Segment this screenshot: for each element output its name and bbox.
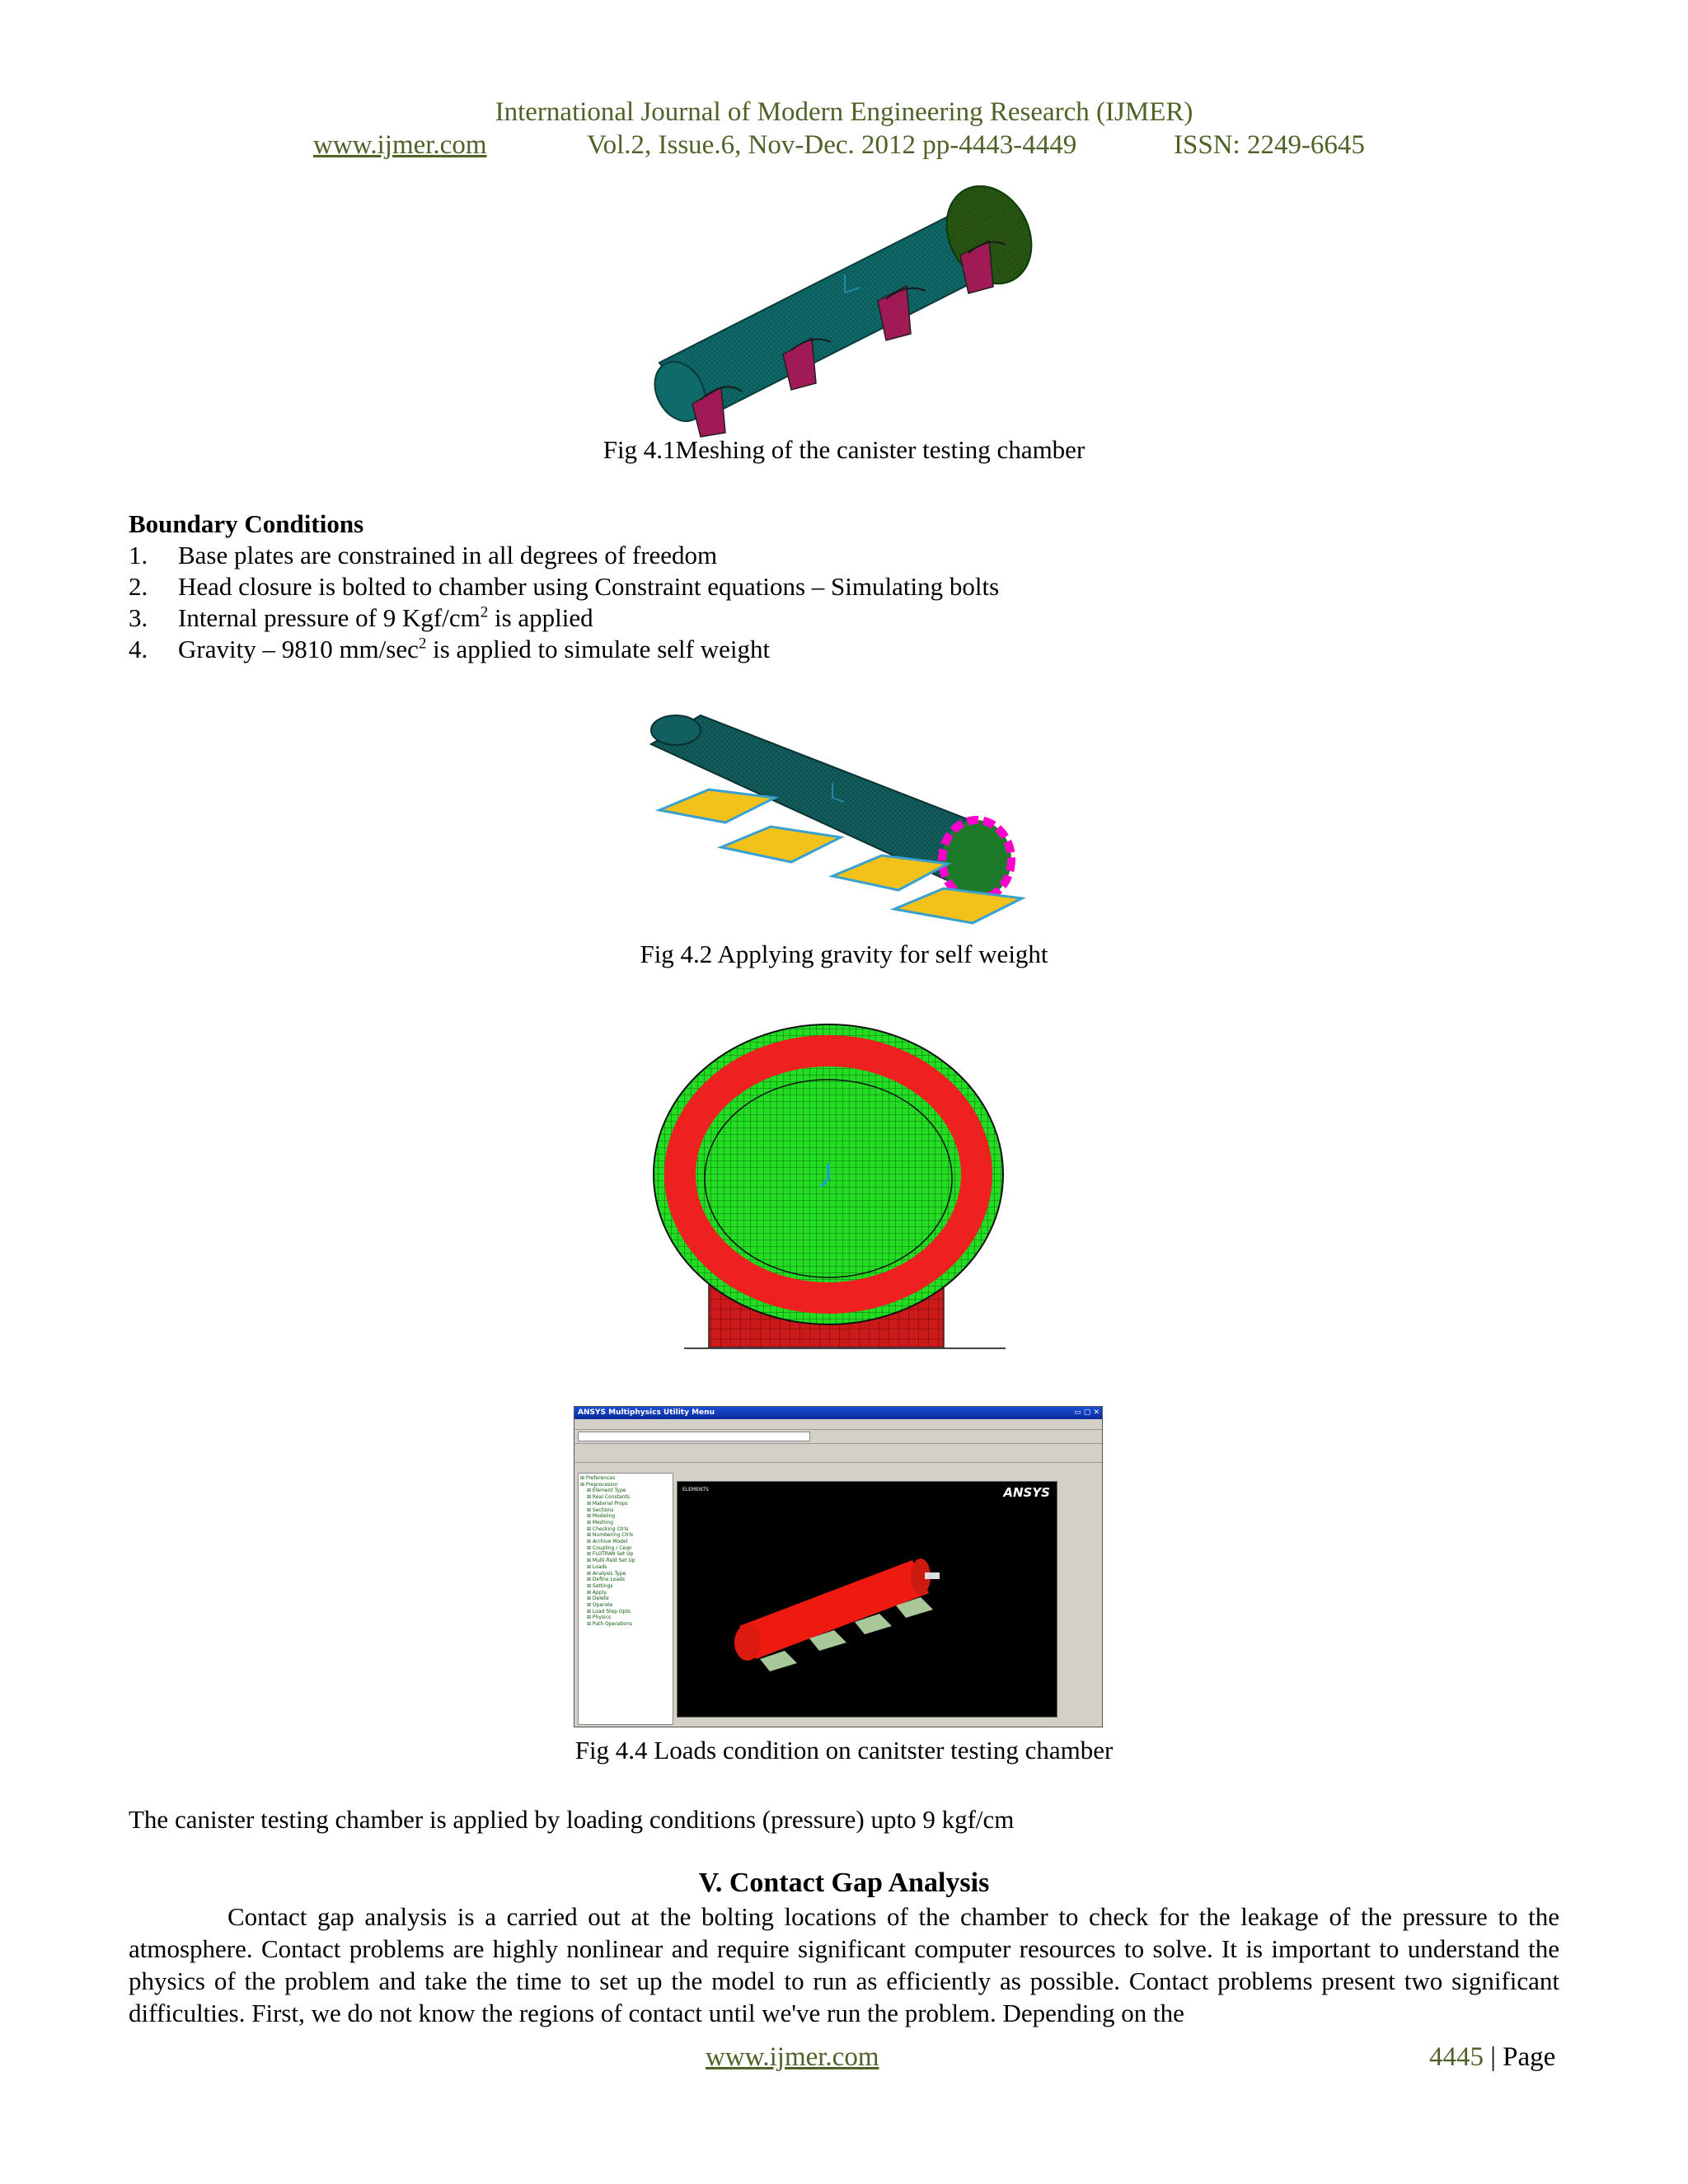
ansys-menu-item[interactable]: ⊞ Operate: [587, 1602, 613, 1609]
contact-gap-paragraph: Contact gap analysis is a carried out at the bolting locations of the chamber to check for the leakage of the pressure to the atmosphere. Contact problems are highly nonlinear and require significant computer resources to solve. It is important to understand the physics of the problem and take the time to set up the model to run as efficiently as possible. Contact problems present two significant difficulties. First, we do not know the regions of contact until we've run the problem. Depending on the: [129, 1902, 1559, 2027]
ansys-menu-item[interactable]: ⊞ Sections: [587, 1507, 614, 1513]
ansys-menu-item[interactable]: ⊞ Real Constants: [587, 1494, 630, 1501]
loading-sentence: The canister testing chamber is applied by loading conditions (pressure) upto 9 kgf/cm: [129, 1805, 1015, 1834]
ansys-logo: ANSYS: [1003, 1485, 1050, 1500]
ansys-menu-item[interactable]: ⊞ Physics: [587, 1615, 612, 1621]
ansys-menu-item[interactable]: ⊞ Numbering Ctrls: [587, 1532, 634, 1539]
ansys-graphics-window: ELEMENTS ANSYS: [677, 1481, 1057, 1718]
section-heading: V. Contact Gap Analysis: [698, 1868, 990, 1898]
ansys-menu-item[interactable]: ⊞ Path Operations: [587, 1621, 633, 1628]
footer-site-link[interactable]: www.ijmer.com: [706, 2042, 879, 2072]
fig43-head-closure-image: [651, 1022, 1006, 1360]
ansys-menu-item[interactable]: ⊞ Loads: [587, 1563, 607, 1570]
ansys-menu-item[interactable]: ⊞ Analysis Type: [587, 1570, 626, 1577]
header-meta: [0, 130, 1688, 163]
ansys-model-render: [678, 1482, 1057, 1717]
ansys-menu-item[interactable]: ⊞ Apply: [587, 1589, 607, 1596]
header-site-link[interactable]: www.ijmer.com: [313, 130, 487, 160]
fig41-caption: Fig 4.1Meshing of the canister testing chamber: [603, 435, 1085, 464]
ansys-menu-item[interactable]: ⊞ Element Type: [587, 1488, 626, 1494]
ansys-menu-item[interactable]: ⊞ Archive Model: [587, 1539, 628, 1545]
ansys-menu-item[interactable]: ⊞ Material Props: [587, 1500, 628, 1507]
fig41-mesh-image: [643, 185, 1055, 441]
ansys-menu-item[interactable]: ⊞ Modeling: [587, 1513, 616, 1520]
ansys-menu-item[interactable]: ⊞ Preferences: [580, 1475, 616, 1481]
ansys-toolbar: [574, 1430, 1102, 1444]
journal-title: International Journal of Modern Engineering Research (IJMER): [495, 97, 1193, 127]
fig42-caption: Fig 4.2 Applying gravity for self weight: [640, 940, 1048, 968]
footer-page-number: 4445 | Page: [1429, 2042, 1556, 2072]
ansys-menu-item[interactable]: ⊞ Coupling / Ceqn: [587, 1544, 632, 1551]
ansys-toolbar-2: [574, 1444, 1102, 1463]
ansys-menu-item[interactable]: ⊞ FLOTRAN Set Up: [587, 1551, 634, 1558]
ansys-menu-item[interactable]: ⊞ Multi-field Set Up: [587, 1558, 635, 1564]
ansys-menu-item[interactable]: ⊞ Settings: [587, 1582, 613, 1589]
ansys-menu-item[interactable]: ⊞ Preprocessor: [580, 1481, 618, 1488]
ansys-menu-bar: [574, 1419, 1102, 1430]
ansys-menu-item[interactable]: ⊞ Define Loads: [587, 1577, 625, 1583]
ansys-menu-item[interactable]: ⊞ Meshing: [587, 1519, 614, 1526]
ansys-side-toolbar: [1061, 1473, 1099, 1720]
window-controls: ▭ ▢ ✕: [1074, 1408, 1100, 1417]
header-volume: Vol.2, Issue.6, Nov-Dec. 2012 pp-4443-4449: [587, 130, 1077, 160]
ansys-menu-item[interactable]: ⊞ Delete: [587, 1596, 609, 1602]
ansys-title-bar: ANSYS Multiphysics Utility Menu ▭ ▢ ✕: [574, 1407, 1102, 1419]
fig44-ansys-window: [574, 1406, 1103, 1727]
ansys-main-menu: [578, 1473, 673, 1725]
fig42-gravity-image: [643, 707, 1055, 930]
ansys-menu-item[interactable]: ⊞ Load Step Opts: [587, 1608, 631, 1615]
main-menu-list: [580, 1475, 671, 1628]
ansys-menu-item[interactable]: ⊞ Checking Ctrls: [587, 1526, 629, 1532]
fig44-caption: Fig 4.4 Loads condition on canitster testing chamber: [574, 1736, 1114, 1765]
boundary-heading: Boundary Conditions: [129, 509, 364, 538]
header-issn: ISSN: 2249-6645: [1174, 130, 1365, 160]
